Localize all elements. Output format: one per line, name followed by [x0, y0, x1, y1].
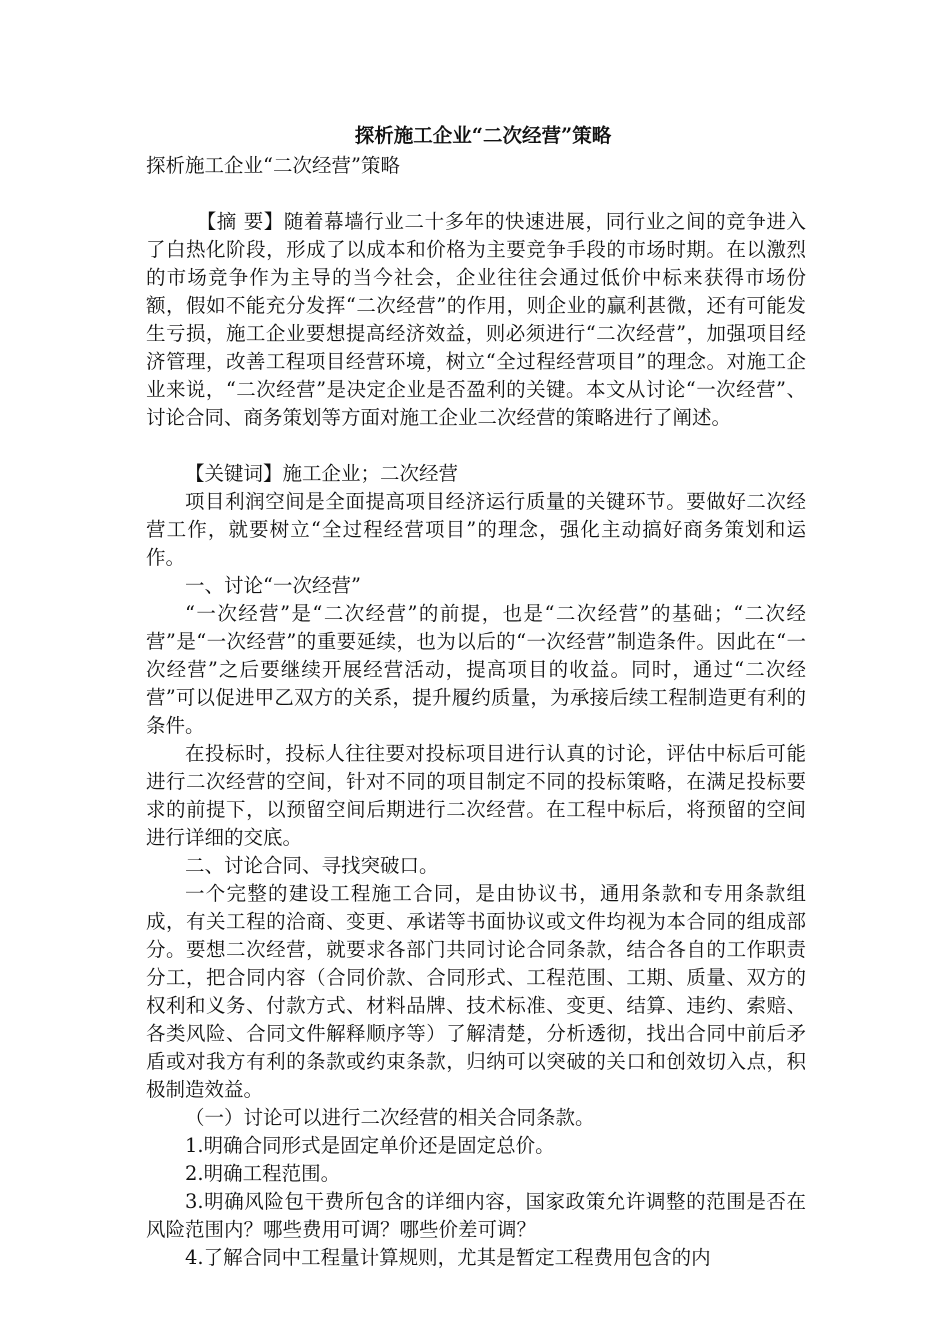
list-item: 1.明确合同形式是固定单价还是固定总价。 — [185, 1134, 555, 1157]
document-subtitle: 探析施工企业“二次经营”策略 — [146, 154, 400, 177]
blank-line — [146, 432, 806, 460]
body-paragraph: 在投标时，投标人往往要对投标项目进行认真的讨论，评估中标后可能进行二次经营的空间，针对不同的项目制定不同的投标策略，在满足投标要求的前提下，以预留空间后期进行二次经营。在工程中标后，将预留的空间进行详细的交底。 — [146, 742, 806, 849]
abstract-paragraph: 【摘 要】随着幕墙行业二十多年的快速进展，同行业之间的竞争进入了白热化阶段，形成了以成本和价格为主要竞争手段的市场时期。在以激烈的市场竞争作为主导的当今社会，企业往往会通过低价中标来获得市场份额，假如不能充分发挥“二次经营”的作用，则企业的赢利甚微，还有可能发生亏损，施工企业要想提高经济效益，则必须进行“二次经营”，加强项目经济管理，改善工程项目经营环境，树立“全过程经营项目”的理念。对施工企业来说，“二次经营”是决定企业是否盈利的关键。本文从讨论“一次经营”、讨论合同、商务策划等方面对施工企业二次经营的策略进行了阐述。 — [146, 210, 806, 429]
body-paragraph: “一次经营”是“二次经营”的前提，也是“二次经营”的基础；“二次经营”是“一次经营”的重要延续，也为以后的“一次经营”制造条件。因此在“一次经营”之后要继续开展经营活动，提高项目的收益。同时，通过“二次经营”可以促进甲乙双方的关系，提升履约质量，为承接后续工程制造更有利的条件。 — [146, 602, 806, 737]
document-title: 探析施工企业“二次经营”策略 — [354, 124, 612, 147]
blank-line — [146, 180, 806, 208]
section-heading: 一、讨论“一次经营” — [185, 574, 361, 597]
body-paragraph: 一个完整的建设工程施工合同，是由协议书，通用条款和专用条款组成，有关工程的洽商、变更、承诺等书面协议或文件均视为本合同的组成部分。要想二次经营，就要求各部门共同讨论合同条款，结合各自的工作职责分工，把合同内容（合同价款、合同形式、工程范围、工期、质量、双方的权利和义务、付款方式、材料品牌、技术标准、变更、结算、违约、索赔、各类风险、合同文件解释顺序等）了解清楚，分析透彻，找出合同中前后矛盾或对我方有利的条款或约束条款，归纳可以突破的关口和创效切入点，积极制造效益。 — [146, 882, 806, 1101]
subsection-heading: （一）讨论可以进行二次经营的相关合同条款。 — [185, 1106, 595, 1129]
document-body — [146, 122, 806, 1272]
section-heading: 二、讨论合同、寻找突破口。 — [185, 854, 439, 877]
body-paragraph: 项目利润空间是全面提高项目经济运行质量的关键环节。要做好二次经营工作，就要树立“全过程经营项目”的理念，强化主动搞好商务策划和运作。 — [146, 490, 806, 569]
list-item: 4.了解合同中工程量计算规则，尤其是暂定工程费用包含的内 — [185, 1246, 711, 1269]
keywords-line: 【关键词】施工企业；二次经营 — [185, 462, 459, 485]
list-item: 2.明确工程范围。 — [185, 1162, 341, 1185]
list-item: 3.明确风险包干费所包含的详细内容，国家政策允许调整的范围是否在风险范围内？哪些费用可调？哪些价差可调？ — [146, 1190, 806, 1241]
